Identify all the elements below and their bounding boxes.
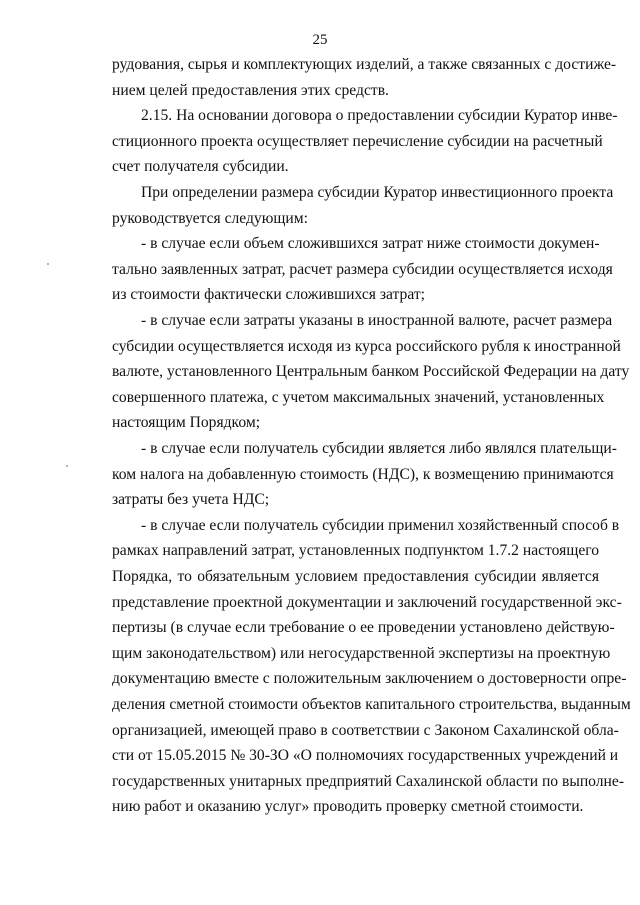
text-line: деления сметной стоимости объектов капитального строительства, выданным bbox=[112, 696, 631, 713]
text-line: щим законодательством) или негосударственной экспертизы на проектную bbox=[112, 644, 611, 662]
scan-speck bbox=[66, 465, 68, 467]
text-line: сти от 15.05.2015 № 30-ЗО «О полномочиях государственных учреждений и bbox=[112, 747, 619, 765]
text-line: - в случае если получатель субсидии является либо являлся плательщи- bbox=[141, 440, 617, 457]
text-line: пертизы (в случае если требование о ее проведении установлено действую- bbox=[112, 619, 615, 637]
text-line: из стоимости фактически сложившихся затрат; bbox=[112, 286, 425, 304]
text-line: совершенного платежа, с учетом максимальных значений, установленных bbox=[112, 388, 605, 406]
text-line: затраты без учета НДС; bbox=[112, 491, 270, 509]
text-line: Порядка, то обязательным условием предоставления субсидии является bbox=[112, 568, 599, 585]
text-line: представление проектной документации и заключений государственной экс- bbox=[112, 593, 622, 611]
text-line: рудования, сырья и комплектующих изделий, а также связанных с достиже- bbox=[112, 56, 617, 73]
text-line: руководствуется следующим: bbox=[112, 209, 308, 227]
text-line: счет получателя субсидии. bbox=[112, 158, 289, 176]
text-line: рамках направлений затрат, установленных подпунктом 1.7.2 настоящего bbox=[112, 542, 600, 560]
text-line: 2.15. На основании договора о предоставлении субсидии Куратор инве- bbox=[141, 107, 618, 125]
text-line: субсидии осуществляется исходя из курса российского рубля к иностранной bbox=[112, 337, 621, 355]
text-line: нием целей предоставления этих средств. bbox=[112, 81, 389, 99]
text-line: валюте, установленного Центральным банком Российской Федерации на дату bbox=[112, 363, 630, 381]
text-line: - в случае если получатель субсидии применил хозяйственный способ в bbox=[141, 516, 620, 534]
text-line: При определении размера субсидии Куратор инвестиционного проекта bbox=[141, 184, 614, 201]
page-number: 25 bbox=[312, 32, 328, 48]
text-line: настоящим Порядком; bbox=[112, 414, 261, 432]
text-line: нию работ и оказанию услуг» проводить проверку сметной стоимости. bbox=[112, 798, 584, 816]
text-line: стиционного проекта осуществляет перечисление субсидии на расчетный bbox=[112, 132, 603, 150]
scan-speck bbox=[47, 263, 49, 265]
text-line: документацию вместе с положительным заключением о достоверности опре- bbox=[112, 670, 627, 688]
text-line: тально заявленных затрат, расчет размера субсидии осуществляется исходя bbox=[112, 260, 613, 278]
text-line: организацией, имеющей право в соответствии с Законом Сахалинской обла- bbox=[112, 721, 619, 739]
text-line: - в случае если затраты указаны в иностранной валюте, расчет размера bbox=[141, 312, 613, 329]
text-line: ком налога на добавленную стоимость (НДС), к возмещению принимаются bbox=[112, 465, 614, 483]
text-line: государственных унитарных предприятий Сахалинской области по выполне- bbox=[112, 772, 625, 790]
text-line: - в случае если объем сложившихся затрат ниже стоимости докумен- bbox=[141, 235, 600, 253]
